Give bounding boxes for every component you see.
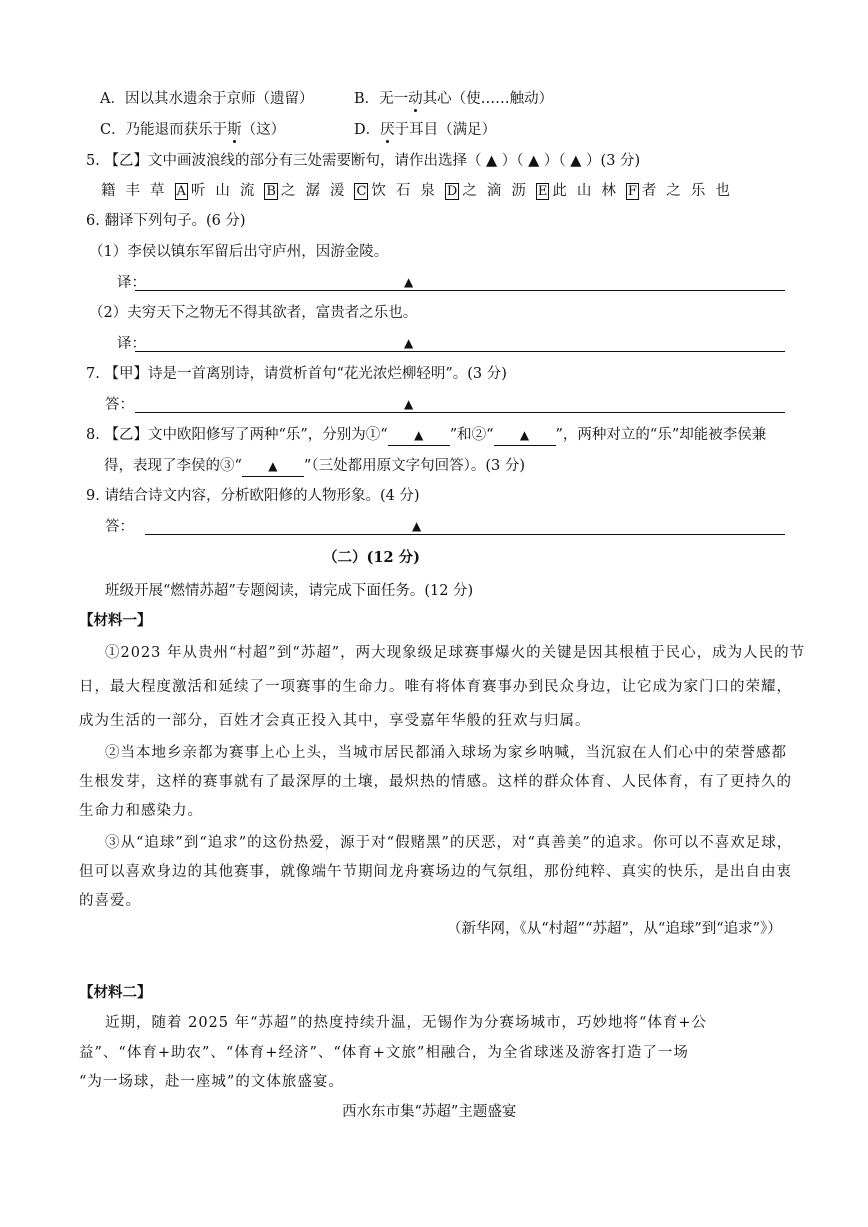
sentence-char: 者 — [641, 183, 657, 199]
sentence-char: 饮 — [371, 183, 386, 199]
material-1-p2-line: 生根发芽，这样的赛事就有了最深厚的土壤，最炽热的情感。这样的群众体育、人民体育，有了更持久的 — [79, 774, 792, 790]
answer-label: 答： — [105, 519, 134, 535]
material-1-p1-line: 日，最大程度激活和延续了一项赛事的生命力。唯有将体育赛事办到民众身边，让它成为家门口的荣耀， — [79, 679, 792, 695]
material-1-title: 【材料一】 — [79, 612, 152, 629]
q6-sentence-2: （2）夫穷天下之物无不得其欲者，富贵者之乐也。 — [89, 305, 418, 321]
material-1-p2-line: 生命力和感染力。 — [79, 803, 203, 819]
q4-option-d: D．厌于耳目（满足） — [354, 122, 497, 138]
break-option-c[interactable]: C — [356, 184, 367, 199]
q8-line-1: 8. 【乙】文中欧阳修写了两种“乐”，分别为①“ ▲ ”和②“ ▲ ”，两种对立的“乐”却能被李侯兼 — [86, 425, 766, 446]
sentence-char: 之 — [666, 183, 681, 199]
answer-label: 译： — [117, 275, 146, 291]
sentence-char: 听 — [190, 183, 206, 199]
figure-caption: 西水东市集“苏超”主题盛宴 — [342, 1104, 517, 1120]
answer-marker: ▲ — [404, 275, 414, 289]
emphasis-dot: 斯 — [227, 122, 242, 138]
answer-line[interactable] — [145, 514, 785, 535]
sentence-char: 流 — [239, 183, 255, 199]
q9-stem: 9. 请结合诗文内容，分析欧阳修的人物形象。(4 分) — [86, 488, 420, 504]
sentence-char: 之 — [280, 183, 296, 199]
sentence-char: 山 — [576, 183, 592, 199]
q8-line-2: 得，表现了李侯的③“ ▲ ”（三处都用原文字句回答）。(3 分) — [104, 456, 525, 477]
sentence-char: 草 — [150, 183, 165, 199]
answer-line[interactable] — [135, 331, 785, 352]
section-title: （二）(12 分) — [323, 549, 420, 566]
sentence-char: 滴 — [486, 183, 502, 199]
answer-line[interactable] — [135, 270, 785, 291]
sentence-char: 潺 — [305, 183, 320, 199]
break-option-f[interactable]: F — [627, 184, 637, 199]
answer-blank-1[interactable]: ▲ — [388, 425, 450, 446]
answer-marker: ▲ — [412, 519, 422, 533]
break-option-a[interactable]: A — [176, 184, 186, 199]
break-option-e[interactable]: E — [537, 184, 548, 199]
material-1-p2-line: ②当本地乡亲都为赛事上心上头，当城市居民都涌入球场为家乡呐喊，当沉寂在人们心中的荣誉感都 — [105, 745, 787, 761]
material-1-p1-line: ①2023 年从贵州“村超”到“苏超”，两大现象级足球赛事爆火的关键是因其根植于民心，成为人民的节 — [105, 645, 806, 661]
break-option-d[interactable]: D — [446, 184, 458, 199]
material-1-p3-line: ③从“追球”到“追求”的这份热爱，源于对“假赌黑”的厌恶，对“真善美”的追求。你可以不喜欢足球， — [105, 835, 793, 851]
material-2-title: 【材料二】 — [79, 984, 152, 1001]
answer-blank-2[interactable]: ▲ — [494, 425, 556, 446]
sentence-char: 山 — [215, 183, 230, 199]
material-1-source: （新华网，《从“村超”“苏超”，从“追球”到“追求”》） — [447, 921, 782, 937]
sentence-char: 林 — [601, 183, 616, 199]
answer-blank-3[interactable]: ▲ — [242, 456, 304, 477]
material-2-line: “为一场球，赴一座城”的文体旅盛宴。 — [79, 1074, 344, 1090]
material-1-p1-line: 成为生活的一部分，百姓才会真正投入其中，享受嘉年华般的狂欢与归属。 — [79, 713, 591, 729]
material-1-p3-line: 的喜爱。 — [79, 893, 141, 909]
q6-stem: 6. 翻译下列句子。(6 分) — [86, 213, 246, 229]
sentence-char: 此 — [552, 183, 567, 199]
sentence-char: 乐 — [690, 183, 706, 199]
q6-sentence-1: （1）李侯以镇东军留后出守庐州，因游金陵。 — [89, 244, 389, 260]
sentence-char: 泉 — [420, 183, 435, 199]
material-2-line: 近期，随着 2025 年“苏超”的热度持续升温，无锡作为分赛场城市，巧妙地将“体育+公 — [105, 1015, 708, 1031]
q4-option-a: A．因以其水遗余于京师（遗留） — [100, 91, 314, 107]
sentence-char: 沥 — [511, 183, 526, 199]
q4-option-b: B．无一动其心（使……触动） — [354, 91, 554, 107]
sentence-char: 丰 — [125, 183, 140, 199]
emphasis-dot: 厌 — [380, 122, 395, 138]
material-2-line: 益”、“体育+助农”、“体育+经济”、“体育+文旅”相融合，为全省球迷及游客打造了一场 — [79, 1045, 689, 1061]
q5-sentence-sequence — [101, 181, 740, 201]
material-1-p3-line: 但可以喜欢身边的其他赛事，就像端午节期间龙舟赛场边的气氛组，那份纯粹、真实的快乐，是出自由衷 — [79, 864, 792, 880]
sentence-char: 之 — [462, 183, 477, 199]
q5-stem: 5. 【乙】文中画波浪线的部分有三处需要断句，请作出选择（ ▲ ）（ ▲ ）（ ▲ ）(3 分) — [86, 153, 641, 169]
sentence-char: 湲 — [329, 183, 345, 199]
answer-line[interactable] — [135, 392, 785, 413]
answer-marker: ▲ — [404, 336, 414, 350]
answer-label: 答： — [105, 397, 134, 413]
q7-stem: 7. 【甲】诗是一首离别诗，请赏析首句“花光浓烂柳轻明”。(3 分) — [86, 366, 507, 382]
break-option-b[interactable]: B — [266, 184, 276, 199]
emphasis-dot: 动 — [408, 91, 423, 107]
answer-label: 译： — [117, 336, 146, 352]
sentence-char: 也 — [715, 183, 730, 199]
section-intro: 班级开展“燃情苏超”专题阅读，请完成下面任务。(12 分) — [105, 583, 474, 599]
sentence-char: 石 — [395, 183, 411, 199]
sentence-char: 籍 — [101, 183, 116, 199]
q4-option-c: C．乃能退而获乐于斯（这） — [100, 122, 286, 138]
answer-marker: ▲ — [404, 397, 414, 411]
